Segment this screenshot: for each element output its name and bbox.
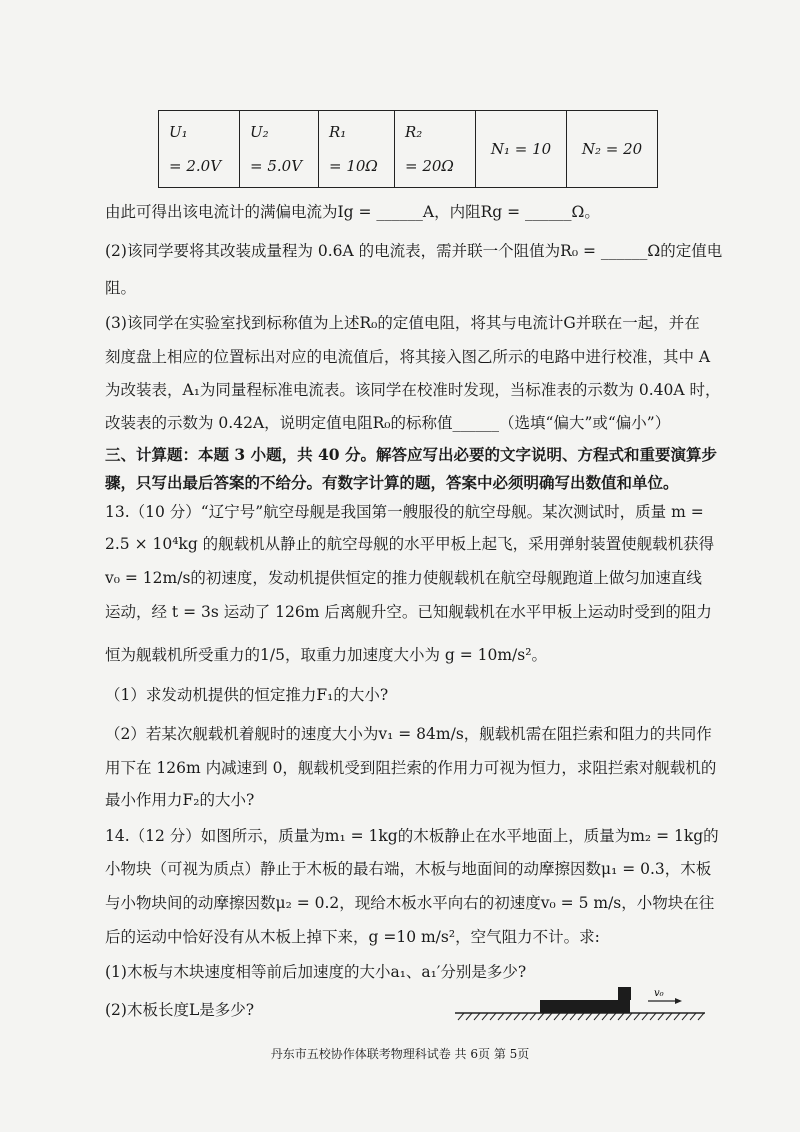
text-line: 由此可得出该电流计的满偏电流为Ig = ______A，内阻Rg = ______Ω。: [105, 203, 600, 221]
section-heading: 骤，只写出最后答案的不给分。有数字计算的题，答案中必须明确写出数值和单位。: [105, 473, 679, 492]
text-line: 13.（10 分）“辽宁号”航空母舰是我国第一艘服役的航空母舰。某次测试时，质量 m =: [105, 503, 704, 521]
board-block-figure: [450, 980, 710, 1025]
text-line: 14.（12 分）如图所示，质量为m₁ = 1kg的木板静止在水平地面上，质量为m₂ = 1kg的: [105, 827, 719, 845]
text-line: (2)木板长度L是多少?: [105, 1001, 255, 1019]
text-line: 为改装表，A₁为同量程标准电流表。该同学在校准时发现，当标准表的示数为 0.40A 时，: [105, 381, 721, 399]
text-line: v₀ = 12m/s的初速度，发动机提供恒定的推力使舰载机在航空母舰跑道上做匀加速直线: [105, 569, 702, 587]
table-cell: U₂ = 5.0V: [240, 111, 319, 188]
text-line: 最小作用力F₂的大小?: [105, 791, 255, 809]
text-line: 后的运动中恰好没有从木板上掉下来，g =10 m/s²，空气阻力不计。求:: [105, 928, 600, 946]
ground-hatching: [458, 1013, 704, 1020]
arrow-head: [675, 998, 682, 1004]
section-heading: 三、计算题：本题 3 小题，共 40 分。解答应写出必要的文字说明、方程式和重要演算步: [105, 445, 717, 464]
text-line: 运动，经 t = 3s 运动了 126m 后离舰升空。已知舰载机在水平甲板上运动时受到的阻力: [105, 603, 712, 621]
page-footer: 丹东市五校协作体联考物理科试卷 共 6页 第 5页: [270, 1047, 530, 1061]
text-line: (3)该同学在实验室找到标称值为上述R₀的定值电阻，将其与电流计G并联在一起，并在: [105, 314, 700, 332]
velocity-label: v₀: [654, 988, 664, 999]
small-block: [618, 987, 631, 1000]
text-line: 2.5 × 10⁴kg 的舰载机从静止的航空母舰的水平甲板上起飞，采用弹射装置使舰载机获得: [105, 535, 715, 553]
value-table: [158, 110, 658, 188]
text-line: （1）求发动机提供的恒定推力F₁的大小?: [105, 686, 389, 704]
table-cell: N₂ = 20: [567, 111, 658, 188]
text-line: 恒为舰载机所受重力的1/5，取重力加速度大小为 g = 10m/s²。: [105, 646, 547, 664]
text-line: 改装表的示数为 0.42A，说明定值电阻R₀的标称值______（选填“偏大”或“偏小”）: [105, 414, 671, 432]
text-line: 用下在 126m 内减速到 0，舰载机受到阻拦索的作用力可视为恒力，求阻拦索对舰载机的: [105, 759, 717, 777]
table-cell: N₁ = 10: [476, 111, 567, 188]
board: [540, 1000, 630, 1013]
table-cell: U₁ = 2.0V: [159, 111, 240, 188]
text-line: 小物块（可视为质点）静止于木板的最右端，木板与地面间的动摩擦因数μ₁ = 0.3，木板: [105, 860, 712, 878]
text-line: 与小物块间的动摩擦因数μ₂ = 0.2，现给木板水平向右的初速度v₀ = 5 m/s，小物块在往: [105, 894, 715, 912]
text-line: 阻。: [105, 279, 137, 297]
table-cell: R₁ = 10Ω: [319, 111, 395, 188]
text-line: (1)木板与木块速度相等前后加速度的大小a₁、a₁′分别是多少?: [105, 963, 527, 981]
text-line: 刻度盘上相应的位置标出对应的电流值后，将其接入图乙所示的电路中进行校准，其中 A: [105, 348, 711, 366]
table-cell: R₂ = 20Ω: [395, 111, 476, 188]
text-line: (2)该同学要将其改装成量程为 0.6A 的电流表，需并联一个阻值为R₀ = ______Ω的定值电: [105, 242, 723, 260]
text-line: （2）若某次舰载机着舰时的速度大小为v₁ = 84m/s，舰载机需在阻拦索和阻力的共同作: [105, 725, 712, 743]
